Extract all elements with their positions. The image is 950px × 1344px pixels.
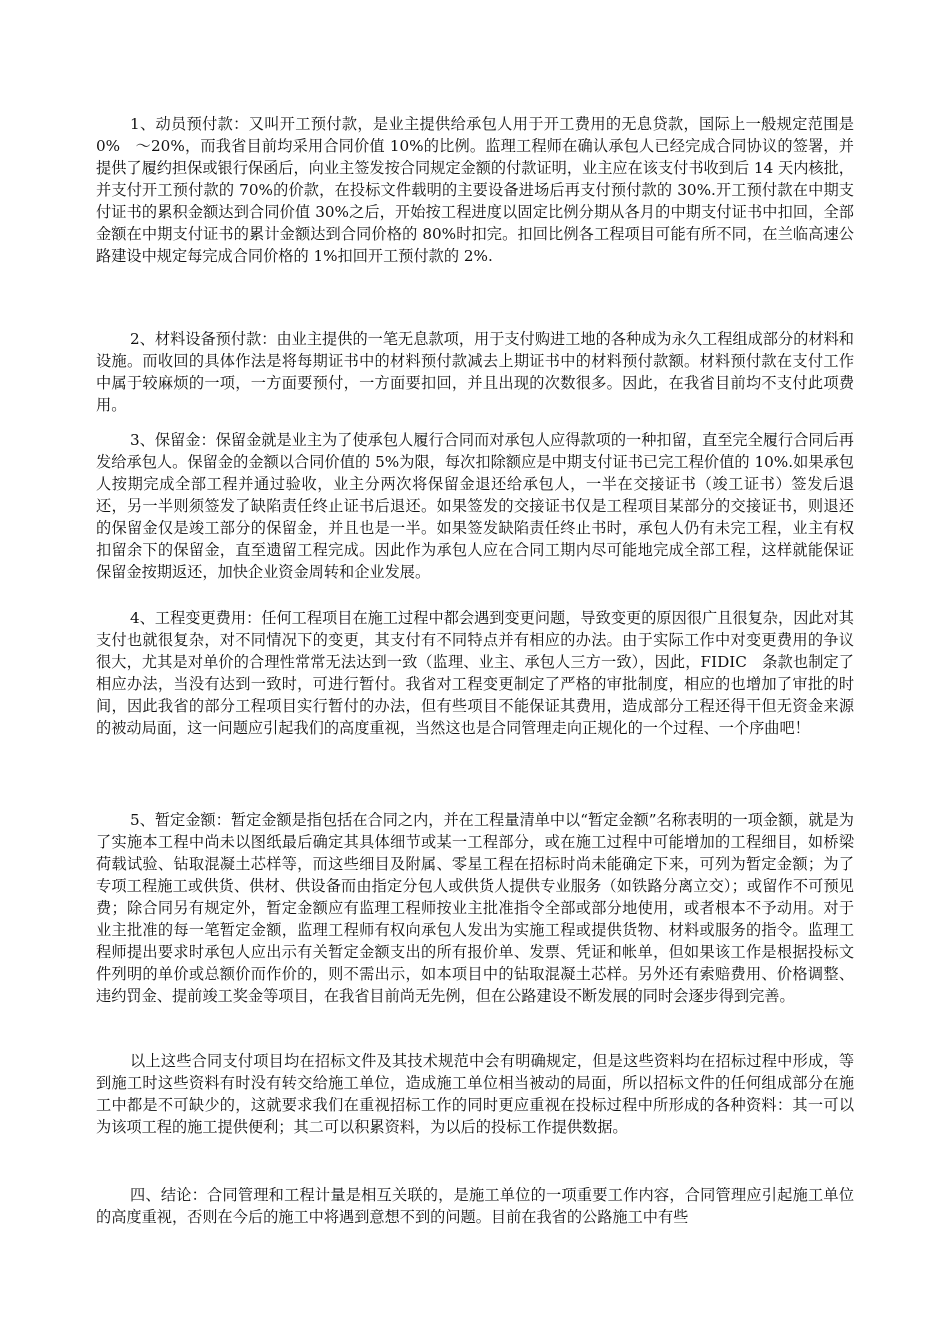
paragraph-summary: 以上这些合同支付项目均在招标文件及其技术规范中会有明确规定，但是这些资料均在招标过程中形成，等到施工时这些资料有时没有转交给施工单位，造成施工单位相当被动的局面，所以招标文件的任何组成部分在施工中都是不可缺少的，这就要求我们在重视招标工作的同时更应重视在投标过程中所形成的各种资料：其一可以为该项工程的施工提供便利；其二可以积累资料，为以后的投标工作提供数据。 [96,1052,854,1136]
paragraph-conclusion: 四、结论：合同管理和工程计量是相互关联的，是施工单位的一项重要工作内容，合同管理应引起施工单位的高度重视，否则在今后的施工中将遇到意想不到的问题。目前在我省的公路施工中有些 [96,1186,854,1226]
paragraph-mobilization-advance-payment: 1、动员预付款：又叫开工预付款，是业主提供给承包人用于开工费用的无息贷款，国际上一般规定范围是 0% ～20%，而我省目前均采用合同价值 10%的比例。监理工程师在确认承包人已经完成合同协议的签署，并提供了履约担保或银行保函后，向业主签发按合同规定金额的付款证明，业主应在该支付书收到后 14 天内核批，并支付开工预付款的 70%的价款，在投标文件载明的主要设备进场后再支付预付款的 30%.开工预付款在中期支付证书的累积金额达到合同价值 30%之后，开始按工程进度以固定比例分期从各月的中期支付证书中扣回，全部金额在中期支付证书的累计金额达到合同价格的 80%时扣完。扣回比例各工程项目可能有所不同，在兰临高速公路建设中规定每完成合同价格的 1%扣回开工预付款的 2%. [96,115,854,265]
paragraph-retention-money: 3、保留金：保留金就是业主为了使承包人履行合同而对承包人应得款项的一种扣留，直至完全履行合同后再发给承包人。保留金的金额以合同价值的 5%为限，每次扣除额应是中期支付证书已完工程价值的 10%.如果承包人按期完成全部工程并通过验收，业主分两次将保留金退还给承包人，一半在交接证书（竣工证书）签发后退还，另一半则须签发了缺陷责任终止证书后退还。如果签发的交接证书仅是工程项目某部分的交接证书，则退还的保留金仅是竣工部分的保留金，并且也是一半。如果签发缺陷责任终止书时，承包人仍有未完工程，业主有权扣留余下的保留金，直至遗留工程完成。因此作为承包人应在合同工期内尽可能地完成全部工程，这样就能保证保留金按期返还，加快企业资金周转和企业发展。 [96,431,854,581]
paragraph-provisional-sums: 5、暂定金额：暂定金额是指包括在合同之内，并在工程量清单中以“暂定金额”名称表明的一项金额，就是为了实施本工程中尚未以图纸最后确定其具体细节或某一工程部分，或在施工过程中可能增加的工程细目，如桥梁荷载试验、钻取混凝土芯样等，而这些细目及附属、零星工程在招标时尚未能确定下来，可列为暂定金额；为了专项工程施工或供货、供材、供设备而由指定分包人或供货人提供专业服务（如铁路分离立交）；或留作不可预见费；除合同另有规定外，暂定金额应有监理工程师按业主批准指令全部或部分地使用，或者根本不予动用。对于业主批准的每一笔暂定金额，监理工程师有权向承包人发出为实施工程或提供货物、材料或服务的指令。监理工程师提出要求时承包人应出示有关暂定金额支出的所有报价单、发票、凭证和帐单，但如果该工作是根据投标文件列明的单价或总额价而作价的，则不需出示，如本项目中的钻取混凝土芯样。另外还有索赔费用、价格调整、违约罚金、提前竣工奖金等项目，在我省目前尚无先例，但在公路建设不断发展的同时会逐步得到完善。 [96,811,854,1005]
paragraph-materials-advance-payment: 2、材料设备预付款：由业主提供的一笔无息款项，用于支付购进工地的各种成为永久工程组成部分的材料和设施。而收回的具体作法是将每期证书中的材料预付款减去上期证书中的材料预付款额。材料预付款在支付工作中属于较麻烦的一项，一方面要预付，一方面要扣回，并且出现的次数很多。因此，在我省目前均不支付此项费用。 [96,330,854,414]
paragraph-variation-costs: 4、工程变更费用：任何工程项目在施工过程中都会遇到变更问题，导致变更的原因很广且很复杂，因此对其支付也就很复杂，对不同情况下的变更，其支付有不同特点并有相应的办法。由于实际工作中对变更费用的争议很大，尤其是对单价的合理性常常无法达到一致（监理、业主、承包人三方一致），因此，FIDIC 条款也制定了相应办法，当没有达到一致时，可进行暂付。我省对工程变更制定了严格的审批制度，相应的也增加了审批的时间，因此我省的部分工程项目实行暂付的办法，但有些项目不能保证其费用，造成部分工程还得干但无资金来源的被动局面，这一问题应引起我们的高度重视，当然这也是合同管理走向正规化的一个过程、一个序曲吧！ [96,609,854,737]
